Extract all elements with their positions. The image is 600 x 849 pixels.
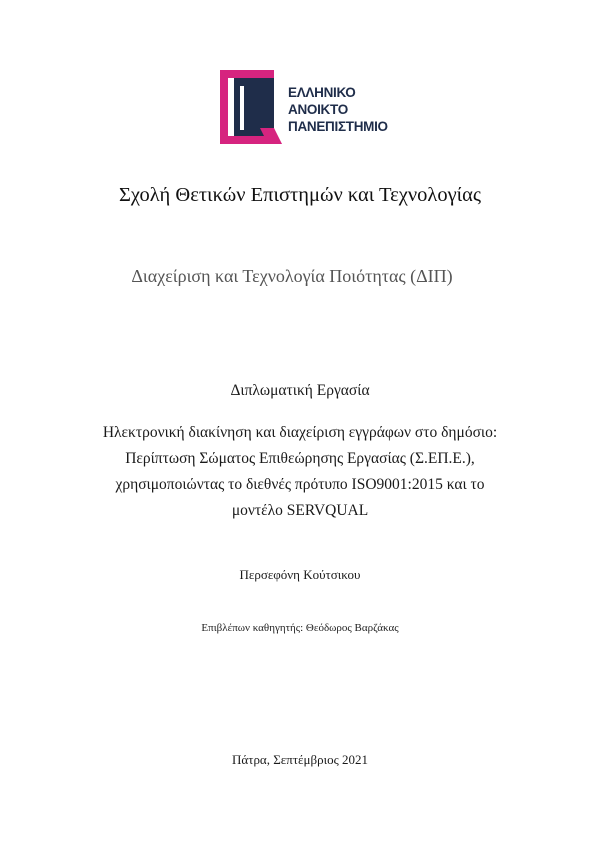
title-line-1: Ηλεκτρονική διακίνηση και διαχείριση εγγράφων στο δημόσιο: [102,424,498,441]
supervisor: Επιβλέπων καθηγητής: Θεόδωρος Βαρζάκας [201,622,399,634]
logo-line-3: ΠΑΝΕΠΙΣΤΗΜΙΟ [288,119,388,134]
school-name: Σχολή Θετικών Επιστημών και Τεχνολογίας [118,184,482,206]
university-logo [220,70,410,144]
logo-line-2: ΑΝΟΙΚΤΟ [288,102,348,117]
logo-line-1: ΕΛΛΗΝΙΚΟ [288,85,356,100]
logo-wordmark [288,84,388,135]
author-name: Περσεφόνη Κούτσικου [239,567,361,582]
thesis-title [0,420,600,524]
logo-mark-icon [220,70,282,144]
title-line-2: Περίπτωση Σώματος Επιθεώρησης Εργασίας (Σ.ΕΠ.Ε.), [125,450,475,467]
title-line-3: χρησιμοποιώντας το διεθνές πρότυπο ISO9001:2015 και το [115,476,485,493]
thesis-type: Διπλωματική Εργασία [230,382,370,399]
program-name: Διαχείριση και Τεχνολογία Ποιότητας (ΔΙΠ) [131,266,453,286]
place-date: Πάτρα, Σεπτέμβριος 2021 [232,752,368,767]
title-line-4: μοντέλο SERVQUAL [231,502,369,519]
